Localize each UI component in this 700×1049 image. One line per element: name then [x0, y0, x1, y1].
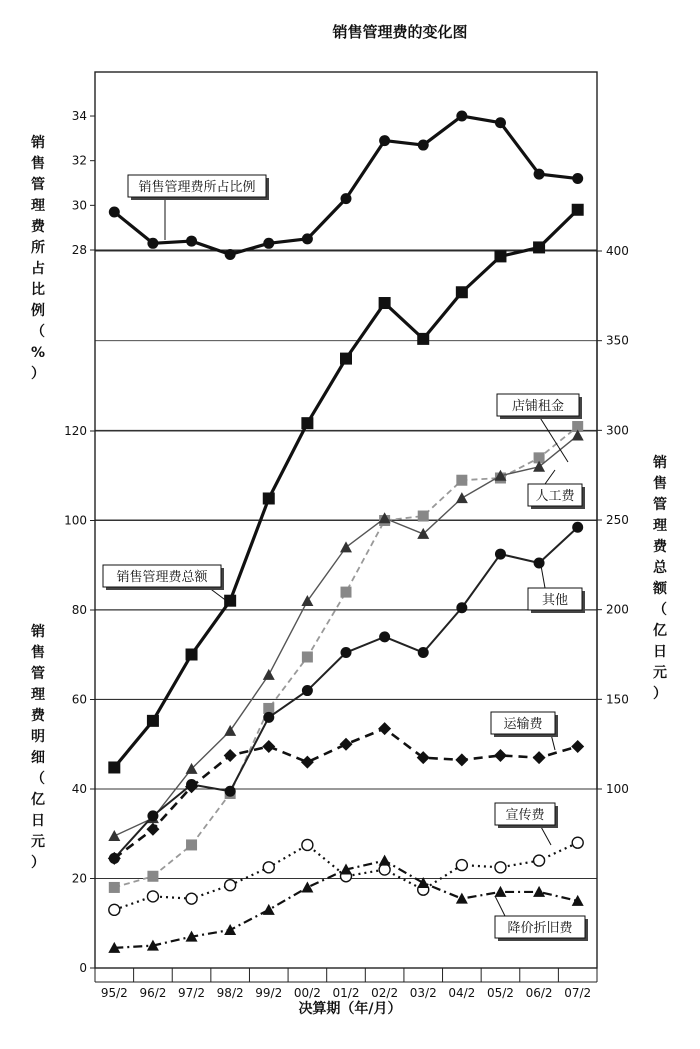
- series-6-point: [495, 862, 506, 873]
- series-0-point: [534, 169, 545, 180]
- series-0-point: [302, 233, 313, 244]
- series-4-point: [418, 647, 429, 658]
- series-5-point: [571, 740, 584, 753]
- total-tick-label: 300: [606, 423, 629, 438]
- series-6-point: [186, 893, 197, 904]
- x-tick-label: 96/2: [139, 986, 167, 1000]
- callout-leader: [495, 896, 505, 916]
- series-4-point: [225, 786, 236, 797]
- detail-tick-label: 0: [79, 961, 87, 975]
- series-0-point: [225, 249, 236, 260]
- detail-tick-label: 40: [71, 782, 87, 796]
- series-5-point: [378, 722, 391, 735]
- series-0-point: [418, 140, 429, 151]
- series-7-point: [456, 893, 468, 904]
- legend-label: 运输费: [503, 717, 543, 732]
- series-4-point: [263, 712, 274, 723]
- series-3-point: [301, 595, 313, 606]
- series-2-point: [456, 475, 467, 486]
- series-5-point: [455, 753, 468, 766]
- ratio-tick-label: 30: [71, 198, 87, 213]
- series-7-point: [494, 886, 506, 897]
- series-4-point: [147, 810, 158, 821]
- series-4-point: [379, 631, 390, 642]
- series-0-point: [109, 207, 120, 218]
- series-3-point: [224, 725, 236, 736]
- series-4-point: [495, 549, 506, 560]
- series-5-point: [494, 749, 507, 762]
- series-line-1: [114, 210, 577, 768]
- x-tick-label: 98/2: [216, 986, 244, 1000]
- series-6-point: [109, 904, 120, 915]
- total-tick-label: 400: [606, 244, 629, 259]
- series-0-point: [379, 135, 390, 146]
- series-4-point: [302, 685, 313, 696]
- series-6-point: [147, 891, 158, 902]
- x-tick-label: 95/2: [100, 986, 128, 1000]
- legend-label: 销售管理费总额: [116, 570, 208, 585]
- series-2-point: [147, 871, 158, 882]
- x-tick-label: 99/2: [255, 986, 283, 1000]
- series-6-point: [263, 862, 274, 873]
- series-0-point: [495, 117, 506, 128]
- series-3-point: [108, 830, 120, 841]
- series-4-point: [572, 522, 583, 533]
- series-1-point: [147, 715, 159, 727]
- total-tick-label: 200: [606, 602, 629, 617]
- detail-axis-title: 销售管理费明细（亿日元）: [31, 624, 45, 871]
- series-6-point: [302, 839, 313, 850]
- series-6-point: [572, 837, 583, 848]
- legend-label: 店铺租金: [511, 399, 565, 414]
- series-1-point: [494, 250, 506, 262]
- legend-label: 降价折旧费: [507, 921, 573, 936]
- total-tick-label: 100: [606, 782, 629, 796]
- series-1-point: [379, 297, 391, 309]
- x-tick-label: 04/2: [448, 986, 476, 1000]
- series-2-point: [302, 651, 313, 662]
- x-axis-title: 决算期（年/月）: [298, 1001, 402, 1017]
- series-1-point: [263, 492, 275, 504]
- callout-leader: [545, 470, 555, 484]
- series-1-point: [108, 761, 120, 773]
- series-7-point: [301, 881, 313, 892]
- legend-label: 销售管理费所占比例: [138, 180, 256, 195]
- series-5-point: [224, 749, 237, 762]
- total-tick-label: 250: [606, 513, 629, 528]
- legend-label: 宣传费: [505, 808, 545, 823]
- legend-label: 人工费: [535, 489, 575, 504]
- series-0-point: [147, 238, 158, 249]
- series-3-point: [340, 541, 352, 552]
- series-5-point: [262, 740, 275, 753]
- x-tick-label: 02/2: [371, 986, 399, 1000]
- detail-tick-label: 60: [71, 692, 87, 707]
- chart-title: 销售管理费的变化图: [332, 23, 468, 41]
- series-7-point: [263, 904, 275, 915]
- detail-tick-label: 20: [71, 871, 87, 886]
- series-2-point: [341, 587, 352, 598]
- x-tick-label: 06/2: [525, 986, 553, 1000]
- series-2-point: [109, 882, 120, 893]
- series-7-point: [572, 895, 584, 906]
- series-1-point: [533, 241, 545, 253]
- detail-tick-label: 80: [71, 603, 87, 617]
- x-tick-label: 05/2: [486, 986, 514, 1000]
- series-1-point: [417, 333, 429, 345]
- detail-tick-label: 100: [64, 513, 87, 528]
- series-0-point: [572, 173, 583, 184]
- x-tick-label: 03/2: [409, 986, 437, 1000]
- ratio-axis-title: 销售管理费所占比例（%）: [30, 135, 46, 382]
- ratio-tick-label: 32: [71, 153, 87, 168]
- series-7-point: [379, 855, 391, 866]
- series-6-point: [534, 855, 545, 866]
- x-tick-label: 07/2: [564, 986, 592, 1000]
- series-3-point: [456, 492, 468, 503]
- ratio-tick-label: 28: [71, 243, 87, 257]
- series-line-3: [114, 435, 577, 836]
- series-7-point: [224, 924, 236, 935]
- total-tick-label: 150: [606, 692, 629, 707]
- series-0-point: [341, 193, 352, 204]
- total-axis-title: 销售管理费总额（亿日元）: [653, 455, 667, 702]
- series-0-point: [456, 111, 467, 122]
- series-7-point: [533, 886, 545, 897]
- series-4-point: [341, 647, 352, 658]
- detail-tick-label: 120: [64, 424, 87, 438]
- x-tick-label: 97/2: [178, 986, 206, 1000]
- series-3-point: [263, 669, 275, 680]
- series-4-point: [534, 558, 545, 569]
- series-6-point: [225, 880, 236, 891]
- series-5-point: [146, 823, 159, 836]
- total-tick-label: 350: [606, 333, 629, 348]
- series-1-point: [572, 204, 584, 216]
- legend-label: 其他: [541, 593, 569, 608]
- series-2-point: [186, 839, 197, 850]
- series-5-point: [301, 756, 314, 769]
- series-1-point: [186, 649, 198, 661]
- series-5-point: [340, 738, 353, 751]
- x-tick-label: 00/2: [293, 986, 321, 1000]
- series-0-point: [263, 238, 274, 249]
- series-5-point: [533, 751, 546, 764]
- series-2-point: [418, 511, 429, 522]
- ratio-tick-label: 34: [71, 109, 87, 124]
- series-1-point: [456, 286, 468, 298]
- series-1-point: [301, 417, 313, 429]
- series-4-point: [456, 602, 467, 613]
- x-tick-label: 01/2: [332, 986, 360, 1000]
- series-0-point: [186, 236, 197, 247]
- gridlines: [95, 250, 597, 879]
- series-6-point: [379, 864, 390, 875]
- axes: [90, 72, 602, 982]
- series-6-point: [456, 860, 467, 871]
- series-1-point: [340, 353, 352, 365]
